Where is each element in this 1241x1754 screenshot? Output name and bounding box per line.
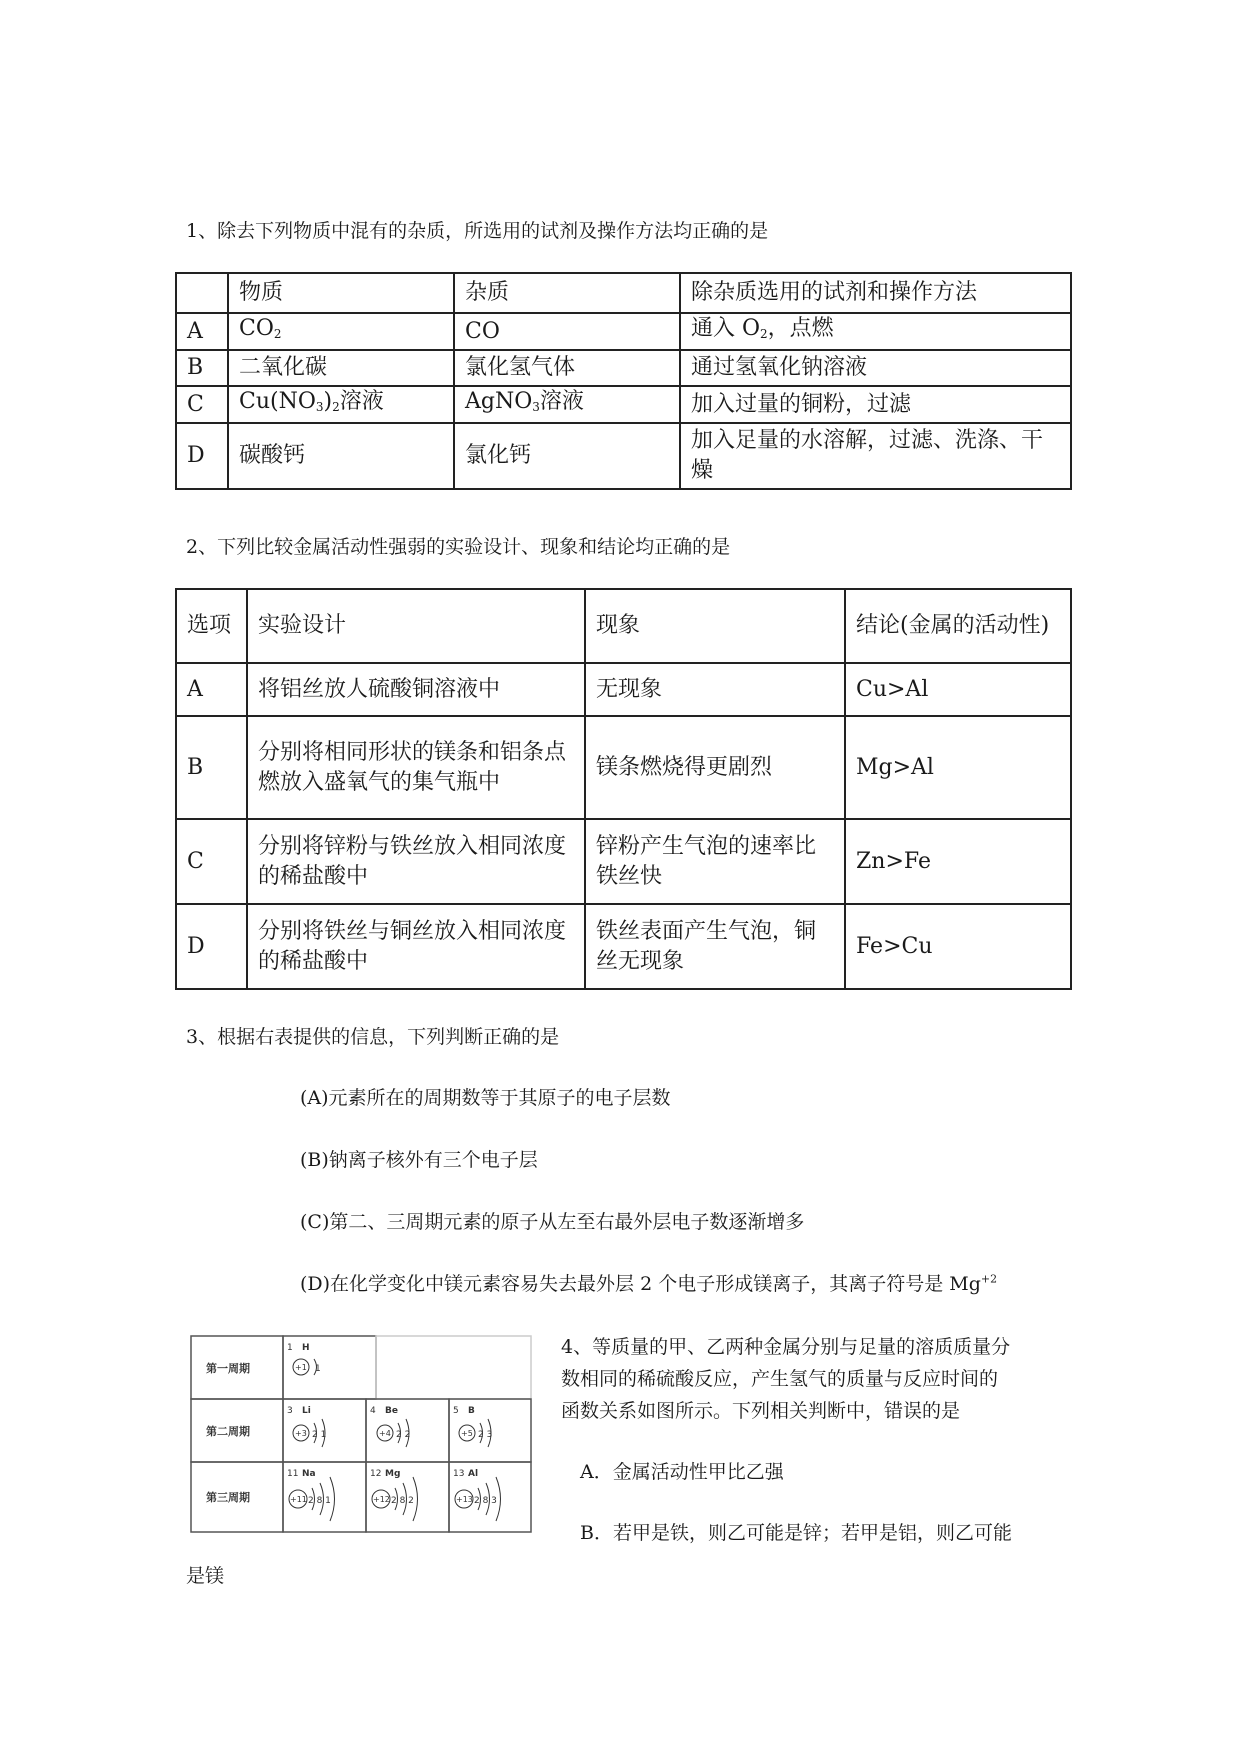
svg-text:Al: Al	[468, 1469, 479, 1479]
q2-row-b	[176, 716, 1071, 819]
q4-stem-line-3: 函数关系如图所示。下列相关判断中，错误的是	[561, 1400, 961, 1422]
period-label: 第一周期	[206, 1362, 250, 1375]
svg-text:Mg: Mg	[385, 1469, 401, 1479]
q1-method: 通过氢氧化钠溶液	[680, 350, 1071, 386]
svg-text:+1: +1	[295, 1363, 307, 1372]
q2-label: C	[176, 819, 247, 904]
q1-label: C	[176, 386, 228, 423]
question-1-stem: 1、除去下列物质中混有的杂质，所选用的试剂及操作方法均正确的是	[186, 220, 769, 242]
q2-design: 分别将锌粉与铁丝放入相同浓度的稀盐酸中	[247, 819, 585, 904]
element-na	[287, 1469, 335, 1521]
q1-method: 通入 $O_2$，点燃	[680, 313, 1071, 350]
q4-option-b-continued: 是镁	[186, 1565, 225, 1587]
svg-text:+11: +11	[290, 1495, 307, 1504]
element-be	[370, 1406, 410, 1447]
q2-header-row	[176, 589, 1071, 663]
svg-text:+5: +5	[461, 1429, 473, 1438]
q1-header-cell: 除杂质选用的试剂和操作方法	[680, 273, 1071, 313]
q2-label: D	[176, 904, 247, 989]
svg-text:2 8 2: 2 8 2	[391, 1496, 414, 1506]
svg-text:+3: +3	[295, 1429, 307, 1438]
q4-option-a: A．金属活动性甲比乙强	[580, 1461, 784, 1483]
q2-header-cell: 选项	[176, 589, 247, 663]
svg-text:+4: +4	[379, 1429, 391, 1438]
periodic-table-figure	[190, 1335, 532, 1533]
q1-table	[175, 272, 1072, 490]
q2-phenomenon: 无现象	[585, 663, 845, 716]
q2-conclusion: Mg>Al	[845, 716, 1071, 819]
q2-row-a	[176, 663, 1071, 716]
q2-conclusion: Cu>Al	[845, 663, 1071, 716]
svg-text:Na: Na	[302, 1469, 316, 1479]
q1-substance: $CO_2$	[228, 313, 454, 350]
svg-text:1: 1	[315, 1364, 321, 1374]
q2-label: B	[176, 716, 247, 819]
q1-header-cell: 杂质	[454, 273, 680, 313]
q2-header-cell: 现象	[585, 589, 845, 663]
q3-option-b: (B)钠离子核外有三个电子层	[300, 1149, 538, 1171]
q2-phenomenon: 镁条燃烧得更剧烈	[585, 716, 845, 819]
q1-row-c	[176, 386, 1071, 423]
q1-substance: 二氧化碳	[228, 350, 454, 386]
svg-text:2 8 3: 2 8 3	[474, 1496, 497, 1506]
q1-row-a	[176, 313, 1071, 350]
svg-text:12: 12	[370, 1469, 382, 1479]
q2-design: 分别将相同形状的镁条和铝条点燃放入盛氧气的集气瓶中	[247, 716, 585, 819]
period-label: 第三周期	[206, 1491, 250, 1504]
svg-text:2 1: 2 1	[312, 1430, 327, 1440]
svg-text:4: 4	[370, 1406, 376, 1416]
q2-conclusion: Fe>Cu	[845, 904, 1071, 989]
q1-label: A	[176, 313, 228, 350]
q1-label: D	[176, 423, 228, 489]
svg-text:Be: Be	[385, 1406, 398, 1416]
q2-conclusion: Zn>Fe	[845, 819, 1071, 904]
q2-row-c	[176, 819, 1071, 904]
element-b	[453, 1406, 492, 1447]
q1-header-cell: 物质	[228, 273, 454, 313]
svg-text:B: B	[468, 1406, 475, 1416]
q1-impurity: 氯化氢气体	[454, 350, 680, 386]
q2-label: A	[176, 663, 247, 716]
svg-text:2 8 1: 2 8 1	[308, 1496, 331, 1506]
q3-option-d: (D)在化学变化中镁元素容易失去最外层 2 个电子形成镁离子，其离子符号是 $Mg^{+2}$	[300, 1272, 998, 1295]
question-2-stem: 2、下列比较金属活动性强弱的实验设计、现象和结论均正确的是	[186, 536, 731, 558]
q2-header-cell: 实验设计	[247, 589, 585, 663]
svg-text:13: 13	[453, 1469, 465, 1479]
q1-method: 加入过量的铜粉，过滤	[680, 386, 1071, 423]
q1-label: B	[176, 350, 228, 386]
svg-text:11: 11	[287, 1469, 299, 1479]
q4-stem-line-1: 4、等质量的甲、乙两种金属分别与足量的溶质质量分	[561, 1336, 1011, 1358]
q2-phenomenon: 锌粉产生气泡的速率比铁丝快	[585, 819, 845, 904]
q2-table	[175, 588, 1072, 990]
svg-text:5: 5	[453, 1406, 459, 1416]
q1-substance: $Cu(NO_3)_2$溶液	[228, 386, 454, 423]
svg-text:1: 1	[287, 1343, 293, 1353]
svg-text:H: H	[302, 1343, 310, 1353]
q2-phenomenon: 铁丝表面产生气泡，铜丝无现象	[585, 904, 845, 989]
q3-option-c: (C)第二、三周期元素的原子从左至右最外层电子数逐渐增多	[300, 1211, 805, 1233]
element-mg	[370, 1469, 418, 1521]
element-al	[453, 1469, 501, 1521]
element-h	[287, 1343, 321, 1375]
q3-option-a: (A)元素所在的周期数等于其原子的电子层数	[300, 1087, 671, 1109]
element-li	[287, 1406, 326, 1447]
svg-text:+13: +13	[456, 1495, 473, 1504]
q1-row-d	[176, 423, 1071, 489]
q4-stem-line-2: 数相同的稀硫酸反应，产生氢气的质量与反应时间的	[561, 1368, 999, 1390]
question-3-stem: 3、根据右表提供的信息，下列判断正确的是	[186, 1026, 560, 1048]
q2-row-d	[176, 904, 1071, 989]
svg-text:2 2: 2 2	[396, 1430, 411, 1440]
q4-option-b: B．若甲是铁，则乙可能是锌；若甲是铝，则乙可能	[580, 1522, 1012, 1544]
q1-method: 加入足量的水溶解，过滤、洗涤、干燥	[680, 423, 1071, 489]
q1-impurity: CO	[454, 313, 680, 350]
q2-design: 将铝丝放人硫酸铜溶液中	[247, 663, 585, 716]
q1-header-row	[176, 273, 1071, 313]
q1-row-b	[176, 350, 1071, 386]
q2-design: 分别将铁丝与铜丝放入相同浓度的稀盐酸中	[247, 904, 585, 989]
svg-text:Li: Li	[302, 1406, 311, 1416]
q1-impurity: AgNO$_3$溶液	[454, 386, 680, 423]
q1-substance: 碳酸钙	[228, 423, 454, 489]
svg-text:2 3: 2 3	[478, 1430, 493, 1440]
q2-header-cell: 结论(金属的活动性)	[845, 589, 1071, 663]
period-label: 第二周期	[206, 1425, 250, 1438]
q1-impurity: 氯化钙	[454, 423, 680, 489]
q1-header-cell	[176, 273, 228, 313]
svg-text:3: 3	[287, 1406, 293, 1416]
svg-text:+12: +12	[373, 1495, 390, 1504]
